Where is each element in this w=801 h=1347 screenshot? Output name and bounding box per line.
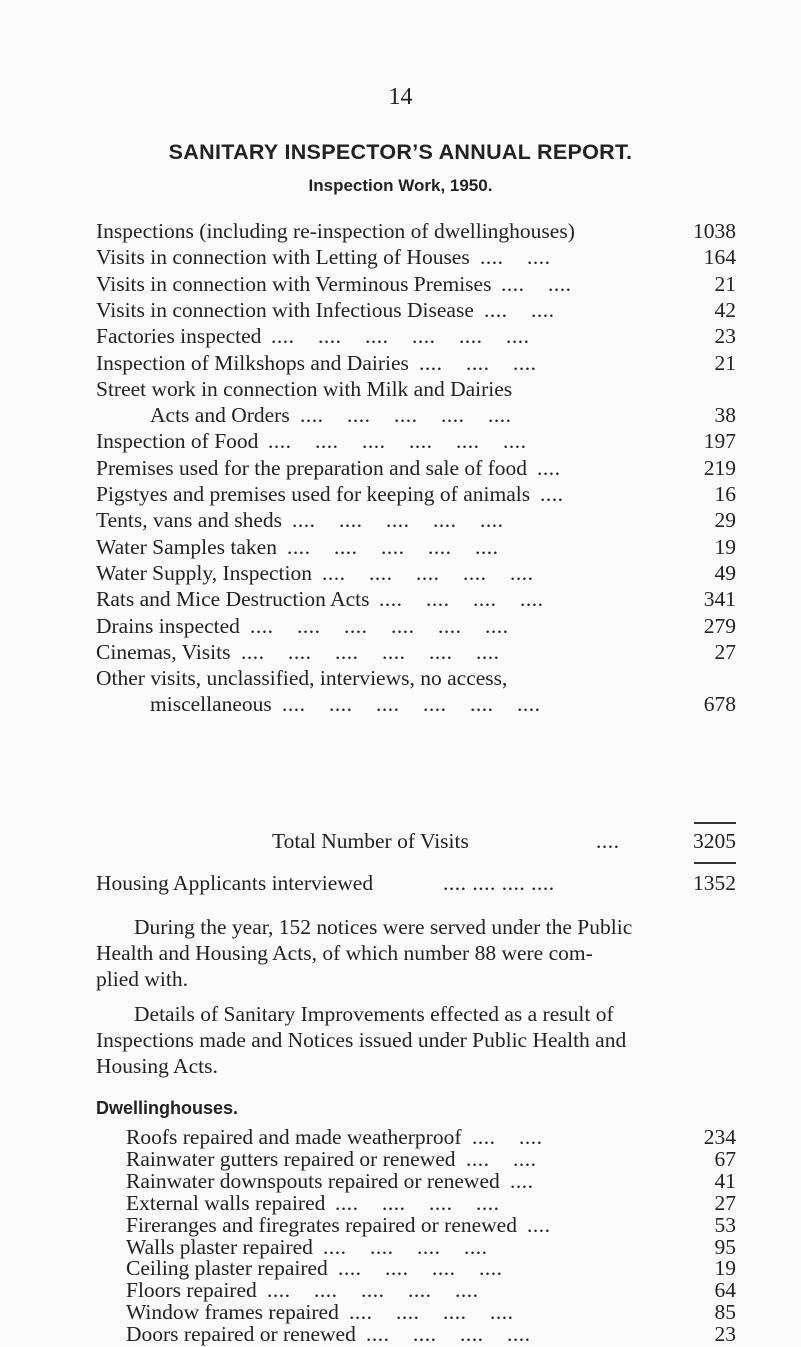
dwelling-row-leader: .... xyxy=(527,1212,551,1237)
visit-row-label: Water Samples taken xyxy=(96,534,277,559)
dwelling-row-label: Floors repaired xyxy=(126,1278,257,1303)
dwelling-row-value: 64 xyxy=(714,1278,736,1303)
visit-row-leader: .... .... .... .... .... xyxy=(287,534,499,559)
visit-row-leader: .... xyxy=(540,482,564,506)
notices-paragraph xyxy=(96,914,736,992)
visit-row-value: 21 xyxy=(714,350,736,375)
visit-row-label: Inspection of Food xyxy=(96,429,259,454)
visit-row-value: 16 xyxy=(714,482,736,506)
visit-row xyxy=(96,534,736,560)
visit-row-leader: .... .... xyxy=(484,297,555,322)
visit-row-value: 23 xyxy=(714,324,736,349)
visit-row-leader: .... .... .... .... .... .... xyxy=(250,613,509,638)
visit-row-label: Acts and Orders xyxy=(150,403,290,428)
visit-row-label: Drains inspected xyxy=(96,613,240,638)
dwelling-row-leader: .... .... xyxy=(472,1125,543,1149)
dwelling-row-label: Window frames repaired xyxy=(126,1300,339,1325)
visit-row xyxy=(96,691,736,717)
visit-row-leader: .... .... xyxy=(501,271,572,296)
total-dots: .... xyxy=(596,829,620,853)
visit-row xyxy=(96,244,736,270)
total-value: 3205 xyxy=(693,829,736,853)
visit-row-value: 341 xyxy=(703,587,736,612)
details-line-1: Details of Sanitary Improvements effected as a result of xyxy=(134,1002,614,1026)
visit-row-leader: .... .... xyxy=(480,245,551,270)
housing-label: Housing Applicants interviewed xyxy=(96,871,374,895)
visit-row-value: 164 xyxy=(703,245,736,270)
visit-row-leader: .... .... .... .... .... xyxy=(322,560,534,585)
visit-row-label: Visits in connection with Verminous Premises xyxy=(96,271,492,296)
visit-row xyxy=(96,560,736,586)
notices-line-1: During the year, 152 notices were served under the Public xyxy=(134,915,633,939)
visit-row-label: Visits in connection with Letting of Houses xyxy=(96,245,470,270)
visit-row-leader: .... xyxy=(537,455,561,480)
visit-row xyxy=(96,613,736,639)
dwelling-row-label: Roofs repaired and made weatherproof xyxy=(126,1125,462,1149)
visit-row-leader: .... .... .... xyxy=(419,350,537,375)
visit-row-label: Visits in connection with Infectious Disease xyxy=(96,297,474,322)
visit-row-label: Premises used for the preparation and sale of food xyxy=(96,455,528,480)
dwelling-row-value: 27 xyxy=(714,1190,736,1215)
dwelling-row-leader: .... .... .... .... xyxy=(323,1234,488,1259)
visit-row xyxy=(96,481,736,507)
total-rule-bottom xyxy=(694,862,736,864)
visit-row-leader: .... .... .... .... .... .... xyxy=(241,639,500,664)
dwelling-row-label: External walls repaired xyxy=(126,1190,326,1215)
visit-row-label: Water Supply, Inspection xyxy=(96,560,313,585)
visit-row-label: Factories inspected xyxy=(96,324,262,349)
dwelling-row-leader: .... .... .... .... xyxy=(338,1256,503,1281)
visit-row-value: 197 xyxy=(703,429,736,454)
visit-row xyxy=(96,350,736,376)
section-heading-dwellinghouses: Dwellinghouses. xyxy=(96,1098,239,1118)
dwelling-row-label: Ceiling plaster repaired xyxy=(126,1256,328,1281)
visit-row-label: Street work in connection with Milk and Dairies xyxy=(96,376,513,401)
visit-row xyxy=(96,639,736,665)
visit-row-leader: .... .... .... .... .... .... xyxy=(271,324,530,349)
visit-row-label: Cinemas, Visits xyxy=(96,639,231,664)
dwelling-row-label: Rainwater gutters repaired or renewed xyxy=(126,1146,456,1171)
visit-row-leader: .... .... .... .... .... .... xyxy=(268,429,527,454)
visit-row xyxy=(96,665,736,691)
visit-row-value: 219 xyxy=(703,455,736,480)
visit-row xyxy=(96,507,736,533)
dwelling-row-leader: .... .... .... .... xyxy=(335,1190,500,1215)
visit-row-leader: .... .... .... .... .... xyxy=(300,403,512,428)
dwelling-row-value: 41 xyxy=(714,1168,736,1193)
dwelling-row-leader: .... .... .... .... .... xyxy=(267,1278,479,1303)
visit-row-leader: .... .... .... .... xyxy=(379,587,544,612)
dwelling-row-value: 95 xyxy=(714,1234,736,1259)
dwelling-row-value: 19 xyxy=(714,1256,736,1281)
dwelling-row-value: 23 xyxy=(714,1322,736,1347)
housing-dots: .... .... .... .... xyxy=(443,871,555,895)
visit-row-label: Inspections (including re-inspection of dwellinghouses) xyxy=(96,219,575,243)
total-row xyxy=(96,828,736,854)
dwelling-row-value: 67 xyxy=(714,1146,736,1171)
details-paragraph xyxy=(96,1001,736,1079)
visit-row-label: Inspection of Milkshops and Dairies xyxy=(96,350,409,375)
dwelling-row-label: Doors repaired or renewed xyxy=(126,1322,356,1347)
dwelling-row-leader: .... .... .... .... xyxy=(366,1322,531,1347)
dwelling-row-leader: .... xyxy=(510,1168,534,1193)
visit-row-value: 279 xyxy=(703,613,736,638)
visit-row-value: 678 xyxy=(703,692,736,717)
visit-row xyxy=(96,271,736,297)
visit-row xyxy=(96,455,736,481)
visit-row-label: Other visits, unclassified, interviews, no access, xyxy=(96,666,508,691)
visit-row-value: 27 xyxy=(714,639,736,664)
visit-row-value: 38 xyxy=(714,403,736,428)
visit-row-leader: .... .... .... .... .... xyxy=(292,508,504,533)
report-title: SANITARY INSPECTOR’S ANNUAL REPORT. xyxy=(168,140,633,164)
notices-line-3: plied with. xyxy=(96,967,188,991)
visit-row-leader: .... .... .... .... .... .... xyxy=(282,692,541,717)
report-subtitle: Inspection Work, 1950. xyxy=(308,176,493,195)
visit-row-value: 29 xyxy=(714,508,736,533)
visit-row-value: 21 xyxy=(714,271,736,296)
details-line-3: Housing Acts. xyxy=(96,1054,218,1078)
visit-row xyxy=(96,218,736,244)
details-line-2: Inspections made and Notices issued under Public Health and xyxy=(96,1028,627,1052)
housing-value: 1352 xyxy=(693,871,736,895)
visit-row xyxy=(96,323,736,349)
visit-row-value: 42 xyxy=(714,297,736,322)
page-number: 14 xyxy=(388,84,413,110)
visit-row xyxy=(96,428,736,454)
notices-line-2: Health and Housing Acts, of which number 88 were com- xyxy=(96,941,593,965)
visit-row-label: Tents, vans and sheds xyxy=(96,508,282,533)
visit-row-value: 19 xyxy=(714,534,736,559)
dwelling-row-leader: .... .... xyxy=(466,1146,537,1171)
visit-row-label: Pigstyes and premises used for keeping of animals xyxy=(96,482,531,506)
dwelling-row-value: 234 xyxy=(703,1125,736,1149)
total-label: Total Number of Visits xyxy=(272,829,469,853)
housing-row xyxy=(96,870,736,896)
visit-row-label: miscellaneous xyxy=(150,692,272,717)
visit-row-value: 49 xyxy=(714,560,736,585)
dwelling-row-value: 53 xyxy=(714,1212,736,1237)
dwelling-row-value: 85 xyxy=(714,1300,736,1325)
visit-row xyxy=(96,297,736,323)
visit-row-label: Rats and Mice Destruction Acts xyxy=(96,587,370,612)
visit-row-value: 1038 xyxy=(693,219,736,243)
total-rule-top xyxy=(694,822,736,824)
dwelling-row-label: Rainwater downspouts repaired or renewed xyxy=(126,1168,500,1193)
dwelling-row-label: Walls plaster repaired xyxy=(126,1234,313,1259)
visit-row xyxy=(96,376,736,402)
visit-row xyxy=(96,402,736,428)
dwelling-row-leader: .... .... .... .... xyxy=(349,1300,514,1325)
visit-row xyxy=(96,586,736,612)
dwelling-row-label: Fireranges and firegrates repaired or renewed xyxy=(126,1212,517,1237)
dwelling-row xyxy=(126,1321,736,1347)
